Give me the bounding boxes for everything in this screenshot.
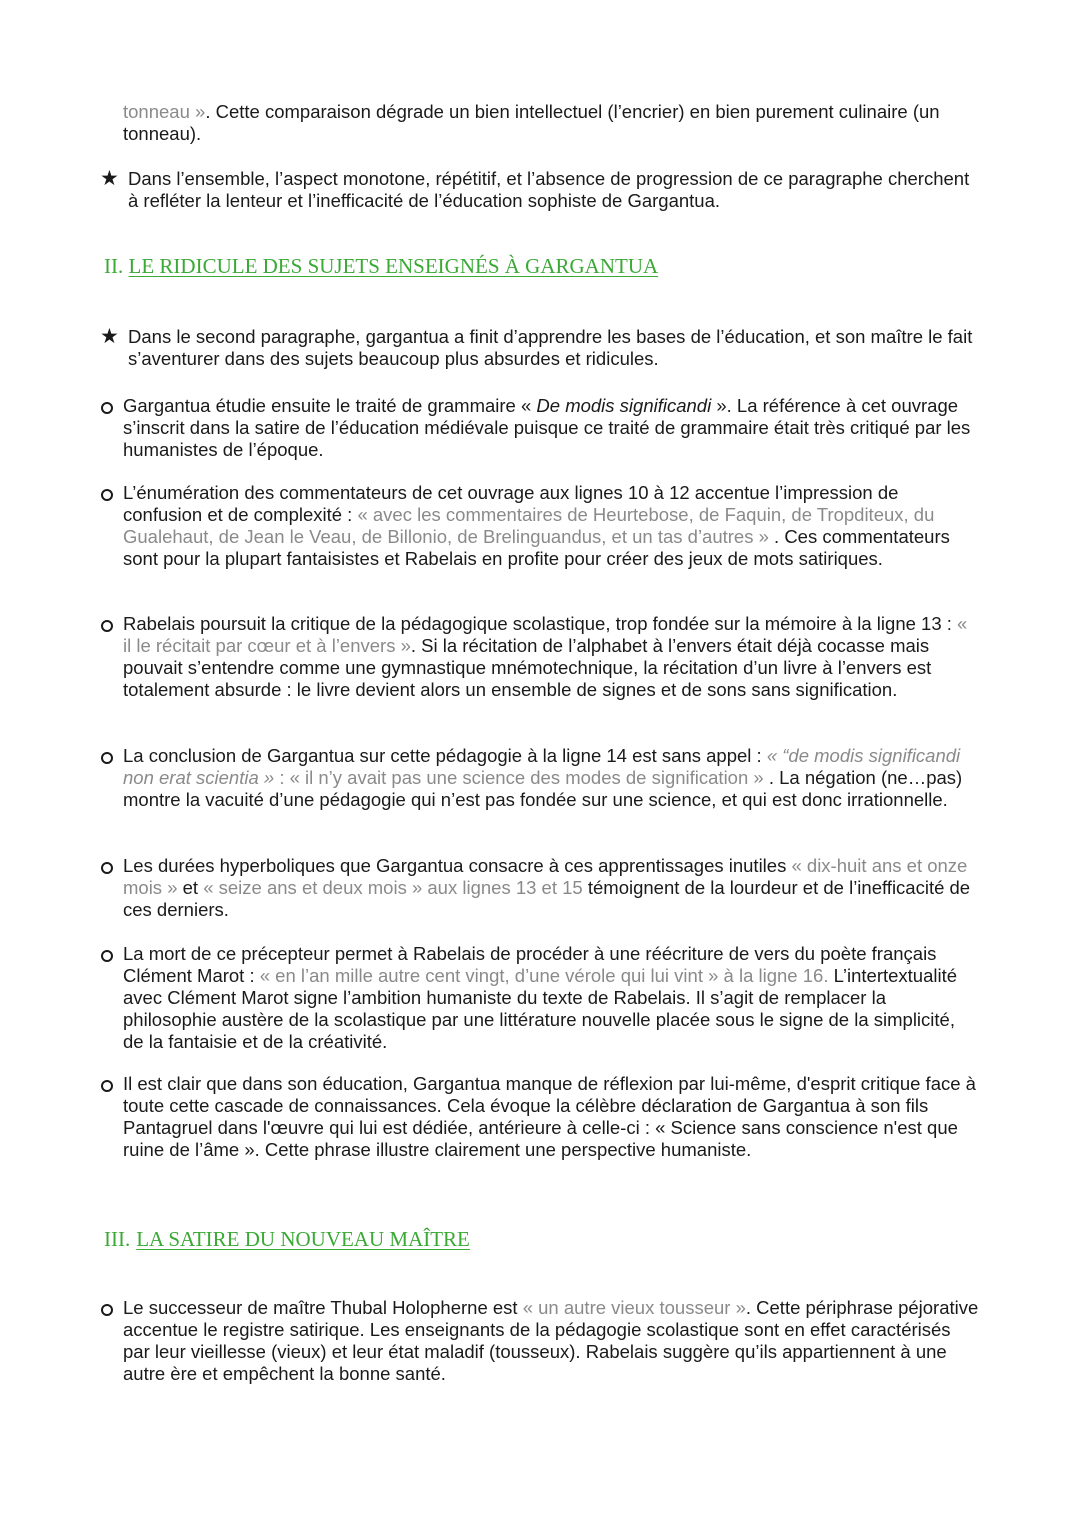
bullet-item: Les durées hyperboliques que Gargantua consacre à ces apprentissages inutiles « dix-huit ans et onze mois » et « seize ans et deux mois » aux lignes 13 et 15 témoignent de la lourdeur et de l’inefficacité de ces derniers.	[100, 855, 980, 921]
section-number: III.	[104, 1227, 131, 1251]
circle-bullet-icon	[101, 620, 113, 632]
section-heading-3	[104, 1226, 470, 1252]
section-number: II.	[104, 254, 124, 278]
quote: « en l’an mille autre cent vingt, d’une vérole qui lui vint » à la ligne 16.	[259, 965, 829, 986]
circle-bullet-icon	[101, 489, 113, 501]
star-bullet-2	[100, 326, 980, 370]
star-icon: ★	[100, 325, 119, 348]
quote: : « il n’y avait pas une science des modes de signification »	[279, 767, 764, 788]
intro-text: . Cette comparaison dégrade un bien intellectuel (l’encrier) en bien purement culinaire (un tonneau).	[123, 101, 940, 144]
star-bullet-1	[100, 168, 980, 212]
quote: « dix-huit ans et onze mois »	[123, 855, 968, 898]
latin-quote: « “de modis significandi non erat scientia »	[123, 745, 961, 788]
quote: « avec les commentaires de Heurtebose, de Faquin, de Tropditeux, du Gualehaut, de Jean le Veau, de Billonio, de Brelinguandus, et un tas d’autres »	[123, 504, 935, 547]
circle-bullet-icon	[101, 950, 113, 962]
circle-bullet-icon	[101, 402, 113, 414]
quote: « il le récitait par cœur et à l’envers »	[123, 613, 968, 656]
bullet-item: Il est clair que dans son éducation, Gargantua manque de réflexion par lui-même, d'esprit critique face à toute cette cascade de connaissances. Cela évoque la célèbre déclaration de Gargantua à son fils Pantagruel dans l'œuvre qui lui est dédiée, antérieure à celle-ci : « Science sans conscience n'est que ruine de l’âme ». Cette phrase illustre clairement une perspective humaniste.	[100, 1073, 980, 1161]
intro-paragraph	[100, 101, 1003, 145]
quote: « un autre vieux tousseur »	[522, 1297, 746, 1318]
star-bullet-2-text: Dans le second paragraphe, gargantua a finit d’apprendre les bases de l’éducation, et son maître le fait s’aventurer dans des sujets beaucoup plus absurdes et ridicules.	[128, 326, 973, 369]
bullet-item: La conclusion de Gargantua sur cette pédagogie à la ligne 14 est sans appel : « “de modis significandi non erat scientia » : « il n’y avait pas une science des modes de signification » . La négation (ne…pas) montre la vacuité d’une pédagogie qui n’est pas fondée sur une science, et qui est donc irrationnelle.	[100, 745, 980, 811]
intro-quote: tonneau »	[123, 101, 206, 122]
circle-bullet-icon	[101, 1304, 113, 1316]
bullet-item: La mort de ce précepteur permet à Rabelais de procéder à une réécriture de vers du poète français Clément Marot : « en l’an mille autre cent vingt, d’une vérole qui lui vint » à la ligne 16. L’intertextualité avec Clément Marot signe l’ambition humaniste du texte de Rabelais. Il s’agit de remplacer la philosophie austère de la scolastique par une littérature nouvelle placée sous le signe de la simplicité, de la fantaisie et de la créativité.	[100, 943, 980, 1053]
bullet-item: Rabelais poursuit la critique de la pédagogique scolastique, trop fondée sur la mémoire à la ligne 13 : « il le récitait par cœur et à l’envers ». Si la récitation de l’alphabet à l’envers était déjà cocasse mais pouvait s’entendre comme une gymnastique mnémotechnique, la récitation d’un livre à l’envers est totalement absurde : le livre devient alors un ensemble de signes et de sons sans signification.	[100, 613, 980, 701]
circle-bullet-icon	[101, 862, 113, 874]
section-title: LA SATIRE DU NOUVEAU MAÎTRE	[136, 1227, 470, 1251]
bullet-item: Gargantua étudie ensuite le traité de grammaire « De modis significandi ». La référence à cet ouvrage s’inscrit dans la satire de l’éducation médiévale puisque ce traité de grammaire était très critiqué par les humanistes de l’époque.	[100, 395, 980, 461]
circle-bullet-icon	[101, 752, 113, 764]
section-heading-2	[104, 253, 658, 279]
star-icon: ★	[100, 167, 119, 190]
circle-bullet-icon	[101, 1080, 113, 1092]
section-title: LE RIDICULE DES SUJETS ENSEIGNÉS À GARGANTUA	[128, 254, 659, 278]
quote: « seize ans et deux mois » aux lignes 13 et 15	[203, 877, 583, 898]
bullet-item: L’énumération des commentateurs de cet ouvrage aux lignes 10 à 12 accentue l’impression de confusion et de complexité : « avec les commentaires de Heurtebose, de Faquin, de Tropditeux, du Gualehaut, de Jean le Veau, de Billonio, de Brelinguandus, et un tas d’autres » . Ces commentateurs sont pour la plupart fantaisistes et Rabelais en profite pour créer des jeux de mots satiriques.	[100, 482, 980, 570]
star-bullet-1-text: Dans l’ensemble, l’aspect monotone, répétitif, et l’absence de progression de ce paragraphe cherchent à refléter la lenteur et l’inefficacité de l’éducation sophiste de Gargantua.	[128, 168, 970, 211]
book-title: De modis significandi	[536, 395, 712, 416]
bullet-item: Le successeur de maître Thubal Holopherne est « un autre vieux tousseur ». Cette périphrase péjorative accentue le registre satirique. Les enseignants de la pédagogie scolastique sont en effet caractérisés par leur vieillesse (vieux) et leur état maladif (tousseux). Rabelais suggère qu’ils appartiennent à une autre ère et empêchent la bonne santé.	[100, 1297, 980, 1385]
